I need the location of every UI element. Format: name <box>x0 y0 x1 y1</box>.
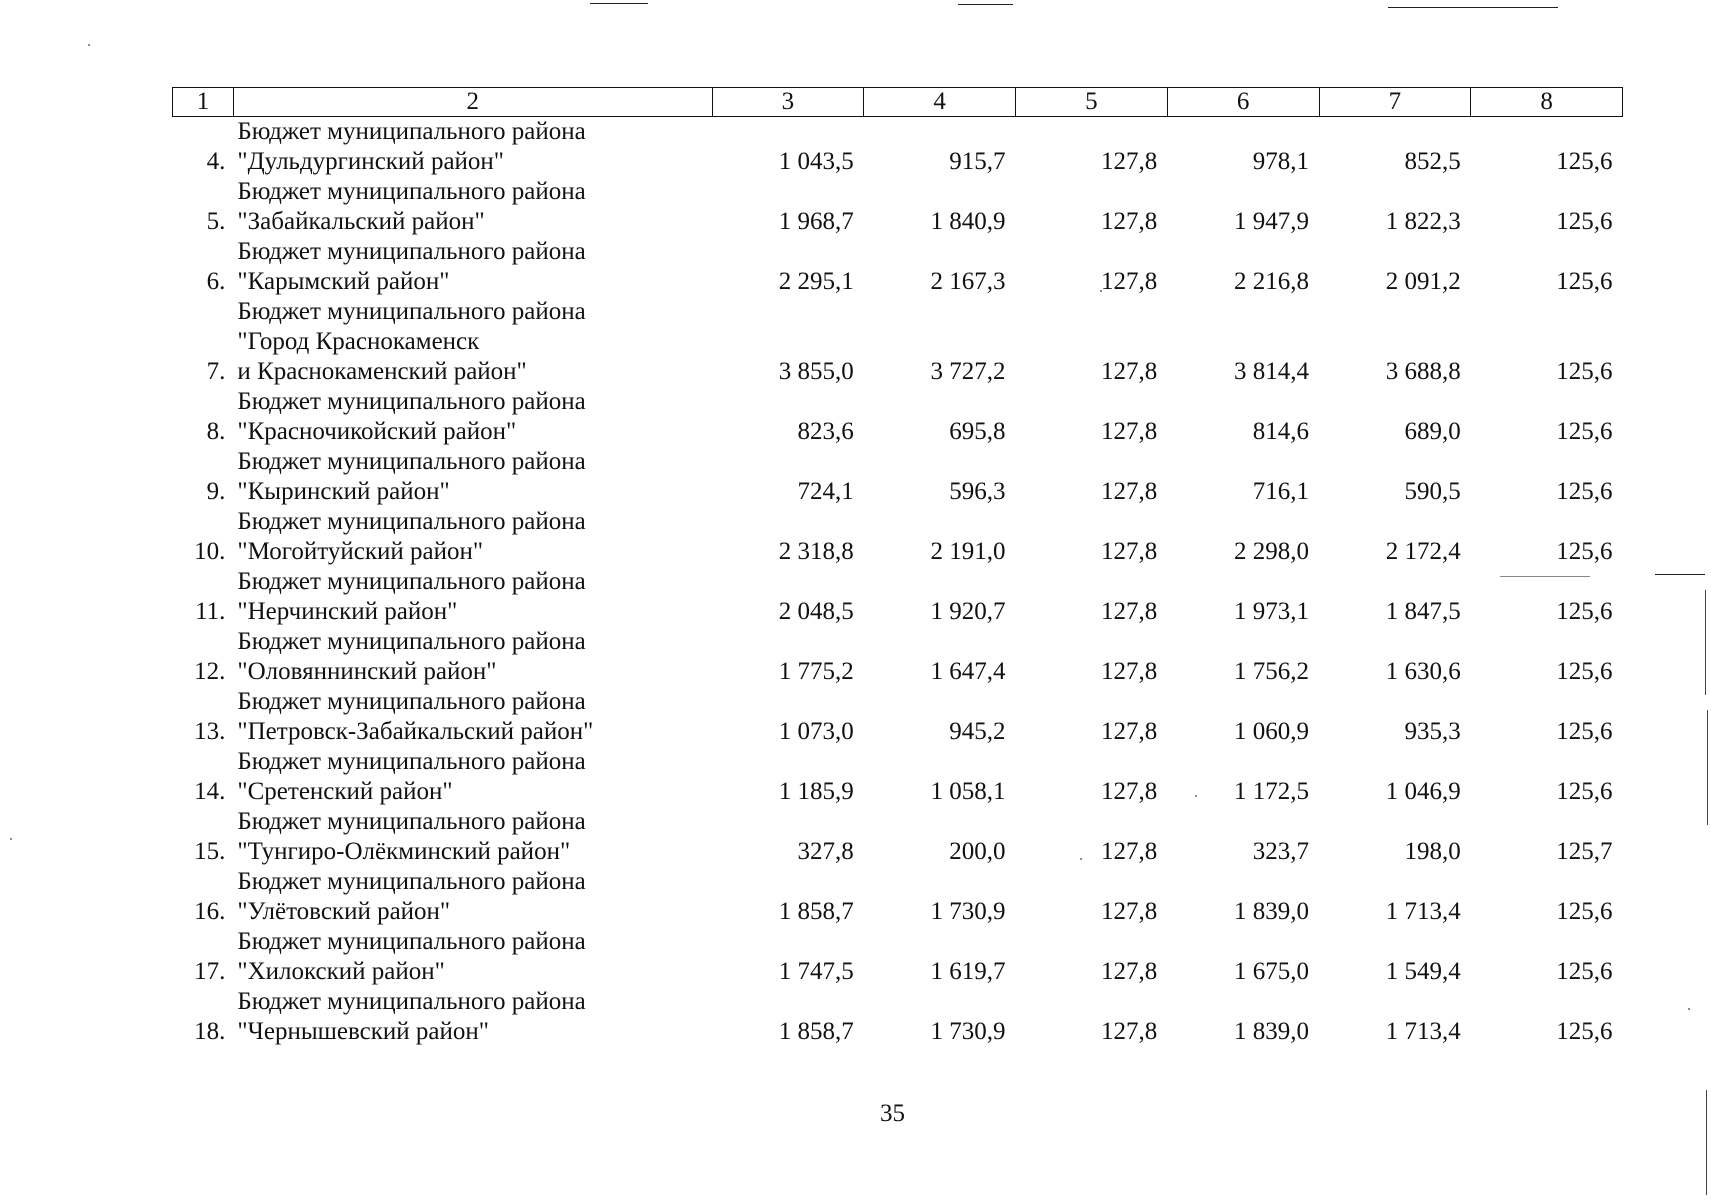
row-number: 8. <box>206 418 226 445</box>
value-col-8: 125,6 <box>1556 598 1613 625</box>
budget-name-line: Бюджет муниципального района <box>237 448 586 475</box>
budget-name <box>233 927 712 987</box>
table-row <box>173 117 1623 178</box>
row-number: 14. <box>194 778 226 805</box>
header-col-8: 8 <box>1471 88 1623 117</box>
budget-name-line: Бюджет муниципального района <box>237 298 586 325</box>
value-col-6: 1 756,2 <box>1234 658 1309 685</box>
row-number: 15. <box>194 838 226 865</box>
value-col-4: 695,8 <box>949 418 1006 445</box>
budget-name-line: Бюджет муниципального района <box>237 928 586 955</box>
value-col-7: 1 847,5 <box>1385 598 1461 625</box>
budget-name <box>233 507 712 567</box>
value-col-8: 125,6 <box>1556 358 1613 385</box>
scan-speck <box>1688 1008 1690 1010</box>
value-col-6: 323,7 <box>1252 838 1309 865</box>
budget-name <box>233 447 712 507</box>
value-col-6: 1 675,0 <box>1234 958 1309 985</box>
value-col-3: 1 073,0 <box>778 718 854 745</box>
value-col-4: 1 619,7 <box>930 958 1006 985</box>
row-number: 7. <box>206 358 226 385</box>
value-col-6: 814,6 <box>1252 418 1309 445</box>
header-col-7: 7 <box>1319 88 1471 117</box>
scan-artifact-line <box>1388 7 1558 8</box>
header-col-5: 5 <box>1016 88 1168 117</box>
table-row <box>173 567 1623 627</box>
row-number: 10. <box>194 538 226 565</box>
value-col-5: 127,8 <box>1100 1018 1158 1045</box>
value-col-8: 125,6 <box>1556 418 1613 445</box>
value-col-6: 3 814,4 <box>1234 358 1309 385</box>
row-number: 9. <box>206 478 226 505</box>
value-col-3: 2 295,1 <box>778 268 854 295</box>
value-col-7: 1 046,9 <box>1385 778 1461 805</box>
table-row <box>173 387 1623 447</box>
table-row <box>173 507 1623 567</box>
value-col-6: 2 298,0 <box>1234 538 1309 565</box>
value-col-4: 1 730,9 <box>930 898 1006 925</box>
budget-name-line: Бюджет муниципального района <box>237 118 586 145</box>
table-header <box>173 88 1623 117</box>
budget-name-line: Бюджет муниципального района <box>237 238 586 265</box>
value-col-8: 125,6 <box>1556 1018 1613 1045</box>
budget-name <box>233 987 712 1047</box>
value-col-7: 1 713,4 <box>1385 898 1461 925</box>
scan-artifact-edge <box>1707 710 1708 825</box>
budget-name-line: Бюджет муниципального района <box>237 628 586 655</box>
value-col-6: 978,1 <box>1252 148 1309 175</box>
budget-name-line: "Кыринский район" <box>237 478 450 505</box>
value-col-4: 1 920,7 <box>930 598 1006 625</box>
value-col-3: 1 858,7 <box>778 898 854 925</box>
row-number: 11. <box>195 598 226 625</box>
value-col-6: 1 947,9 <box>1234 208 1309 235</box>
value-col-5: 127,8 <box>1100 838 1158 865</box>
budget-name-line: "Могойтуйский район" <box>237 538 484 565</box>
value-col-4: 915,7 <box>949 148 1006 175</box>
value-col-5: 127,8 <box>1100 658 1158 685</box>
value-col-5: 127,8 <box>1100 598 1158 625</box>
budget-name-line: "Чернышевский район" <box>237 1018 489 1045</box>
budget-name-line: Бюджет муниципального района <box>237 508 586 535</box>
value-col-5: 127,8 <box>1100 268 1158 295</box>
value-col-4: 200,0 <box>949 838 1006 865</box>
value-col-8: 125,6 <box>1556 148 1613 175</box>
budget-name-line: "Петровск-Забайкальский район" <box>237 718 594 745</box>
table-row <box>173 297 1623 387</box>
table-body <box>173 117 1623 1048</box>
budget-name-line: Бюджет муниципального района <box>237 178 586 205</box>
header-col-4: 4 <box>864 88 1016 117</box>
value-col-3: 1 858,7 <box>778 1018 854 1045</box>
header-col-6: 6 <box>1167 88 1319 117</box>
budget-name-line: Бюджет муниципального района <box>237 388 586 415</box>
header-col-3: 3 <box>712 88 864 117</box>
budget-name <box>233 747 712 807</box>
budget-name-line: "Красночикойский район" <box>237 418 517 445</box>
table-row <box>173 447 1623 507</box>
value-col-3: 3 855,0 <box>778 358 854 385</box>
budget-name <box>233 387 712 447</box>
value-col-4: 1 730,9 <box>930 1018 1006 1045</box>
budget-name <box>233 297 712 387</box>
value-col-5: 127,8 <box>1100 538 1158 565</box>
value-col-7: 1 549,4 <box>1385 958 1461 985</box>
value-col-8: 125,6 <box>1556 208 1613 235</box>
value-col-4: 2 191,0 <box>930 538 1006 565</box>
value-col-3: 327,8 <box>797 838 854 865</box>
value-col-7: 3 688,8 <box>1385 358 1461 385</box>
value-col-5: 127,8 <box>1100 898 1158 925</box>
value-col-5: 127,8 <box>1100 148 1158 175</box>
budget-name-line: Бюджет муниципального района <box>237 568 586 595</box>
value-col-4: 1 058,1 <box>930 778 1006 805</box>
table-row <box>173 687 1623 747</box>
table-row <box>173 927 1623 987</box>
page-number: 35 <box>880 1100 905 1127</box>
budget-name-line: "Улётовский район" <box>237 898 451 925</box>
table-row <box>173 987 1623 1047</box>
value-col-4: 1 840,9 <box>930 208 1006 235</box>
budget-name-line: "Город Краснокаменск <box>237 328 480 355</box>
value-col-7: 1 713,4 <box>1385 1018 1461 1045</box>
header-col-1: 1 <box>173 88 234 117</box>
budget-name <box>233 177 712 237</box>
value-col-3: 1 775,2 <box>778 658 854 685</box>
value-col-7: 1 822,3 <box>1385 208 1461 235</box>
value-col-6: 1 839,0 <box>1234 898 1309 925</box>
budget-name-line: Бюджет муниципального района <box>237 748 586 775</box>
value-col-5: 127,8 <box>1100 718 1158 745</box>
budget-table <box>172 87 1623 1047</box>
budget-name-line: "Сретенский район" <box>237 778 453 805</box>
budget-name-line: Бюджет муниципального района <box>237 988 586 1015</box>
scan-artifact-line <box>958 4 1013 5</box>
value-col-8: 125,6 <box>1556 718 1613 745</box>
header-row <box>173 88 1623 117</box>
value-col-3: 1 185,9 <box>778 778 854 805</box>
budget-name <box>233 687 712 747</box>
budget-name <box>233 807 712 867</box>
table-row <box>173 237 1623 297</box>
value-col-6: 1 839,0 <box>1234 1018 1309 1045</box>
header-col-2: 2 <box>233 88 712 117</box>
row-number: 5. <box>206 208 226 235</box>
value-col-7: 689,0 <box>1404 418 1461 445</box>
value-col-3: 2 318,8 <box>778 538 854 565</box>
table-row <box>173 627 1623 687</box>
value-col-7: 935,3 <box>1404 718 1461 745</box>
budget-name <box>233 237 712 297</box>
value-col-5: 127,8 <box>1100 778 1158 805</box>
value-col-8: 125,7 <box>1556 838 1613 865</box>
row-number: 18. <box>194 1018 226 1045</box>
budget-name <box>233 117 712 178</box>
budget-name <box>233 567 712 627</box>
value-col-7: 590,5 <box>1404 478 1461 505</box>
budget-name-line: "Нерчинский район" <box>237 598 458 625</box>
value-col-8: 125,6 <box>1556 478 1613 505</box>
value-col-6: 716,1 <box>1252 478 1309 505</box>
value-col-7: 2 172,4 <box>1385 538 1461 565</box>
value-col-8: 125,6 <box>1556 958 1613 985</box>
value-col-7: 852,5 <box>1404 148 1461 175</box>
budget-name-line: "Забайкальский район" <box>237 208 485 235</box>
value-col-5: 127,8 <box>1100 358 1158 385</box>
table-row <box>173 177 1623 237</box>
value-col-5: 127,8 <box>1100 418 1158 445</box>
value-col-8: 125,6 <box>1556 538 1613 565</box>
budget-name-line: "Карымский район" <box>237 268 450 295</box>
table-row <box>173 807 1623 867</box>
row-number: 6. <box>206 268 226 295</box>
value-col-4: 596,3 <box>949 478 1006 505</box>
budget-name-line: "Оловяннинский район" <box>237 658 497 685</box>
table-row <box>173 867 1623 927</box>
value-col-4: 945,2 <box>949 718 1006 745</box>
budget-name-line: "Дульдургинский район" <box>237 148 504 175</box>
row-number: 16. <box>194 898 226 925</box>
budget-name <box>233 867 712 927</box>
value-col-5: 127,8 <box>1100 208 1158 235</box>
value-col-4: 2 167,3 <box>930 268 1006 295</box>
value-col-7: 198,0 <box>1404 838 1461 865</box>
value-col-8: 125,6 <box>1556 778 1613 805</box>
value-col-6: 1 172,5 <box>1234 778 1309 805</box>
value-col-3: 1 043,5 <box>778 148 854 175</box>
value-col-4: 3 727,2 <box>930 358 1006 385</box>
value-col-6: 1 060,9 <box>1234 718 1309 745</box>
row-number: 17. <box>194 958 226 985</box>
value-col-3: 823,6 <box>797 418 854 445</box>
value-col-6: 1 973,1 <box>1234 598 1309 625</box>
value-col-4: 1 647,4 <box>930 658 1006 685</box>
row-number: 12. <box>194 658 226 685</box>
scan-speck <box>10 838 12 840</box>
table-row <box>173 747 1623 807</box>
scan-artifact-edge <box>1705 590 1706 695</box>
budget-name-line: Бюджет муниципального района <box>237 688 586 715</box>
budget-name-line: и Краснокаменский район" <box>237 358 527 385</box>
row-number: 13. <box>194 718 226 745</box>
value-col-3: 1 968,7 <box>778 208 854 235</box>
value-col-3: 1 747,5 <box>778 958 854 985</box>
value-col-5: 127,8 <box>1100 478 1158 505</box>
budget-name-line: "Тунгиро-Олёкминский район" <box>237 838 571 865</box>
value-col-5: 127,8 <box>1100 958 1158 985</box>
scan-artifact-line <box>590 3 648 4</box>
value-col-7: 2 091,2 <box>1385 268 1461 295</box>
value-col-7: 1 630,6 <box>1385 658 1461 685</box>
value-col-3: 2 048,5 <box>778 598 854 625</box>
value-col-6: 2 216,8 <box>1234 268 1309 295</box>
budget-name-line: Бюджет муниципального района <box>237 868 586 895</box>
budget-name-line: "Хилокский район" <box>237 958 445 985</box>
scan-speck <box>88 44 90 46</box>
value-col-8: 125,6 <box>1556 898 1613 925</box>
value-col-3: 724,1 <box>797 478 854 505</box>
row-number: 4. <box>206 148 226 175</box>
budget-name-line: Бюджет муниципального района <box>237 808 586 835</box>
value-col-8: 125,6 <box>1556 658 1613 685</box>
scan-artifact-line <box>1655 574 1705 575</box>
value-col-8: 125,6 <box>1556 268 1613 295</box>
budget-name <box>233 627 712 687</box>
